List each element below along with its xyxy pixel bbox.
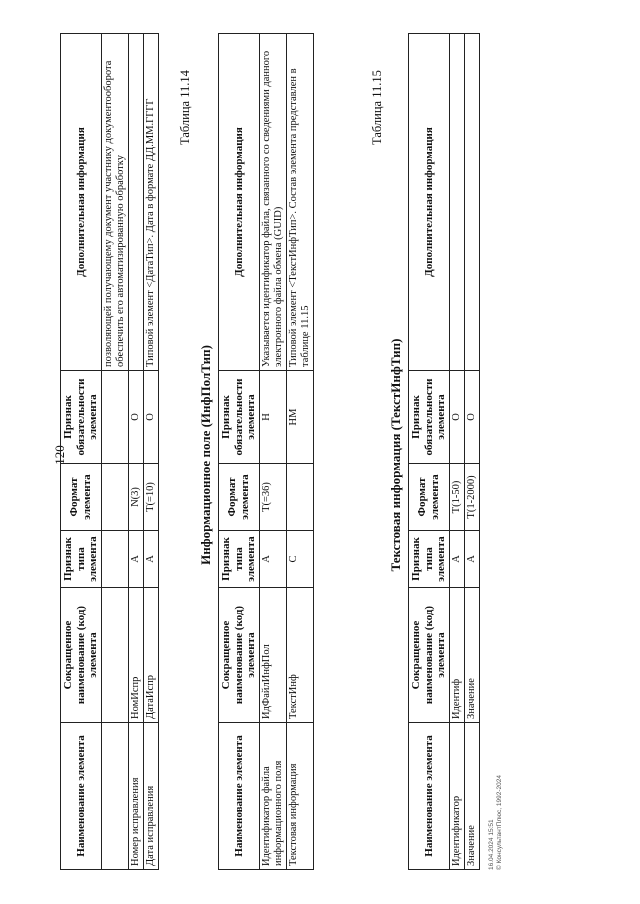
header-format: Формат элемента — [409, 464, 450, 531]
cell-short: ТекстИнф — [287, 588, 314, 723]
cell-type: А — [449, 531, 464, 588]
cell-name: Текстовая информация — [287, 723, 314, 870]
cell-type: С — [287, 531, 314, 588]
cell-short: ИдФайлИнфПол — [259, 588, 286, 723]
header-required: Признак обязательности элемента — [219, 371, 260, 464]
table-row — [101, 34, 128, 870]
table-label-1115: Таблица 11.15 — [370, 70, 384, 145]
table-1115 — [408, 33, 480, 870]
table-header-row — [61, 34, 102, 870]
header-short: Сокращенное наименование (код) элемента — [409, 588, 450, 723]
table-header-row — [409, 34, 450, 870]
cell-type — [101, 531, 128, 588]
header-name: Наименование элемента — [61, 723, 102, 870]
header-info: Дополнительная информация — [219, 34, 260, 371]
cell-format — [287, 464, 314, 531]
cell-required: О — [449, 371, 464, 464]
cell-name: Дата исправления — [144, 723, 159, 870]
footer-stamp — [488, 775, 504, 870]
table-row — [287, 34, 314, 870]
rotated-sheet — [50, 30, 510, 880]
cell-short: Значение — [464, 588, 479, 723]
cell-format: T(1-50) — [449, 464, 464, 531]
table-row — [449, 34, 464, 870]
cell-name: Номер исправления — [129, 723, 144, 870]
page-number: 120 — [52, 445, 67, 465]
cell-type: А — [464, 531, 479, 588]
cell-name — [101, 723, 128, 870]
table-title-1115: Текстовая информация (ТекстИнфТип) — [388, 338, 403, 572]
table-header-row — [219, 34, 260, 870]
table-title-1114: Информационное поле (ИнфПолТип) — [198, 345, 213, 565]
header-name: Наименование элемента — [409, 723, 450, 870]
cell-info — [129, 34, 144, 371]
cell-format: T(=10) — [144, 464, 159, 531]
cell-format: N(3) — [129, 464, 144, 531]
footer-stamp-source: © КонсультантПлюс, 1992-2024 — [495, 775, 503, 870]
cell-info: Указывается идентификатор файла, связанного со сведениями данного электронного файла обмена (GUID) — [259, 34, 286, 371]
header-format: Формат элемента — [219, 464, 260, 531]
cell-required: О — [144, 371, 159, 464]
table-continuation — [60, 33, 159, 870]
cell-required — [101, 371, 128, 464]
cell-format: T(=36) — [259, 464, 286, 531]
header-name: Наименование элемента — [219, 723, 260, 870]
header-short: Сокращенное наименование (код) элемента — [61, 588, 102, 723]
header-type: Признак типа элемента — [219, 531, 260, 588]
header-info: Дополнительная информация — [409, 34, 450, 371]
footer-stamp-date: 16.04.2024 15:51 — [488, 819, 495, 870]
header-required: Признак обязательности элемента — [61, 371, 102, 464]
table-label-1114: Таблица 11.14 — [178, 70, 192, 145]
cell-format — [101, 464, 128, 531]
cell-type: А — [129, 531, 144, 588]
header-required: Признак обязательности элемента — [409, 371, 450, 464]
header-format: Формат элемента — [61, 464, 102, 531]
table-row — [259, 34, 286, 870]
cell-info — [449, 34, 464, 371]
cell-type: А — [259, 531, 286, 588]
table-row — [464, 34, 479, 870]
cell-required: НМ — [287, 371, 314, 464]
header-type: Признак типа элемента — [61, 531, 102, 588]
header-type: Признак типа элемента — [409, 531, 450, 588]
cell-info: Типовой элемент <ТекстИнфТип>. Состав элемента представлен в таблице 11.15 — [287, 34, 314, 371]
cell-info: Типовой элемент <ДатаТип>. Дата в формате ДД.ММ.ГГГГ — [144, 34, 159, 371]
cell-type: А — [144, 531, 159, 588]
cell-name: Идентификатор — [449, 723, 464, 870]
table-row — [129, 34, 144, 870]
header-short: Сокращенное наименование (код) элемента — [219, 588, 260, 723]
table-1114 — [218, 33, 314, 870]
cell-short: Идентиф — [449, 588, 464, 723]
cell-name: Значение — [464, 723, 479, 870]
cell-required: Н — [259, 371, 286, 464]
cell-short: ДатаИспр — [144, 588, 159, 723]
cell-short — [101, 588, 128, 723]
cell-name: Идентификатор файла информационного поля — [259, 723, 286, 870]
cell-required: О — [464, 371, 479, 464]
cell-info: позволяющей получающему документ участнику документооборота обеспечить его автоматизированную обработку — [101, 34, 128, 371]
cell-format: T(1-2000) — [464, 464, 479, 531]
table-row — [144, 34, 159, 870]
cell-required: О — [129, 371, 144, 464]
cell-info — [464, 34, 479, 371]
header-info: Дополнительная информация — [61, 34, 102, 371]
cell-short: НомИспр — [129, 588, 144, 723]
